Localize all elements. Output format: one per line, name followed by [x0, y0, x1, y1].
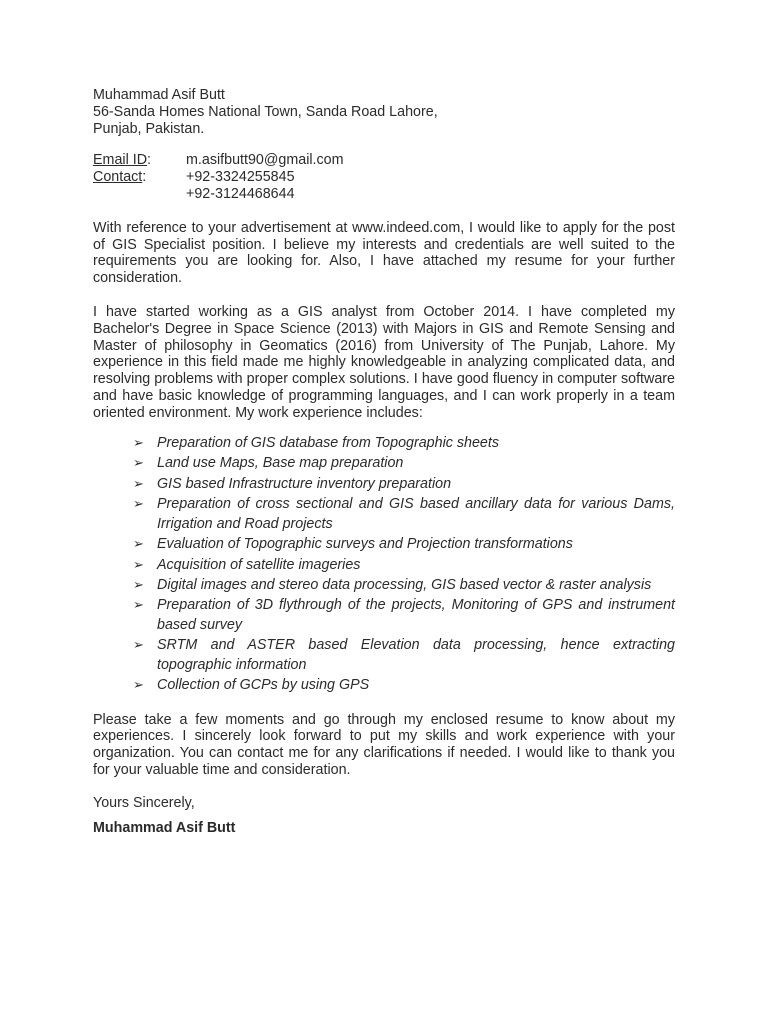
list-item-text: Land use Maps, Base map preparation: [157, 455, 404, 472]
list-item: [133, 433, 675, 454]
list-item-text: Preparation of 3D flythrough of the projects, Monitoring of GPS and instrument based survey: [157, 597, 675, 634]
signature-name: Muhammad Asif Butt: [93, 819, 236, 836]
experience-paragraph: I have started working as a GIS analyst from October 2014. I have completed my Bachelor's Degree in Space Science (2013) with Majors in GIS and Remote Sensing and Master of philosophy in Geomatics (2016) from University of The Punjab, Lahore. My experience in this field made me highly knowledgeable in analyzing complicated data, and resolving problems with proper complex solutions. I have good fluency in computer software and have basic knowledge of programming languages, and I can work properly in a team oriented environment. My work experience includes:: [93, 303, 675, 421]
email-value-wrap: [186, 152, 344, 169]
sender-name: Muhammad Asif Butt: [93, 87, 225, 103]
list-item-text: Digital images and stereo data processing, GIS based vector & raster analysis: [157, 577, 652, 594]
email-row: [93, 152, 675, 169]
phone-row: [93, 169, 675, 203]
list-item: [133, 675, 675, 696]
email-label: Email ID: [93, 152, 148, 169]
email-label-wrap: [93, 152, 186, 169]
salutation: Yours Sincerely,: [93, 794, 195, 811]
list-item-text: Preparation of GIS database from Topographic sheets: [157, 434, 500, 451]
arrow-bullet-icon: ➢: [133, 556, 144, 572]
phone-values: [186, 169, 295, 203]
phone-number-2: +92-3124468644: [186, 185, 295, 202]
arrow-bullet-icon: ➢: [133, 434, 144, 450]
list-item: [133, 474, 675, 495]
sender-address-line-2: Punjab, Pakistan.: [93, 120, 205, 137]
list-item: [133, 555, 675, 576]
arrow-bullet-icon: ➢: [133, 536, 144, 552]
arrow-bullet-icon: ➢: [133, 475, 144, 491]
arrow-bullet-icon: ➢: [133, 597, 144, 613]
contact-label: Contact: [93, 169, 143, 186]
contact-block: [93, 152, 675, 202]
experience-list: [93, 433, 675, 696]
list-item: [133, 595, 675, 635]
list-item-text: SRTM and ASTER based Elevation data processing, hence extracting topographic information: [157, 637, 675, 674]
arrow-bullet-icon: ➢: [133, 455, 144, 471]
list-item: [133, 453, 675, 474]
list-item-text: GIS based Infrastructure inventory preparation: [157, 475, 452, 492]
sender-address-line-1: 56-Sanda Homes National Town, Sanda Road Lahore,: [93, 103, 438, 120]
contact-label-wrap: [93, 169, 186, 203]
phone-number-1: +92-3324255845: [186, 169, 295, 186]
contact-label-sep: :: [142, 169, 147, 186]
list-item-text: Acquisition of satellite imageries: [157, 556, 361, 573]
list-item-text: Evaluation of Topographic surveys and Projection transformations: [157, 536, 573, 553]
list-item-text: Preparation of cross sectional and GIS based ancillary data for various Dams, Irrigation and Road projects: [157, 496, 675, 533]
arrow-bullet-icon: ➢: [133, 577, 144, 593]
list-item: [133, 635, 675, 675]
cover-letter-page: [93, 87, 675, 836]
intro-paragraph: With reference to your advertisement at www.indeed.com, I would like to apply for the post of GIS Specialist position. I believe my interests and credentials are well suited to the requirements you are looking for. Also, I have attached my resume for your further consideration.: [93, 219, 675, 287]
list-item-text: Collection of GCPs by using GPS: [157, 677, 370, 694]
arrow-bullet-icon: ➢: [133, 637, 144, 653]
email-label-sep: :: [147, 152, 152, 169]
arrow-bullet-icon: ➢: [133, 677, 144, 693]
sender-address-block: [93, 87, 675, 137]
email-value: m.asifbutt90@gmail.com: [186, 152, 344, 169]
closing-paragraph: Please take a few moments and go through my enclosed resume to know about my experiences. I sincerely look forward to put my skills and work experience with your organization. You can contact me for any clarifications if needed. I would like to thank you for your valuable time and consideration.: [93, 711, 675, 778]
list-item: [133, 494, 675, 534]
list-item: [133, 534, 675, 555]
list-item: [133, 575, 675, 595]
arrow-bullet-icon: ➢: [133, 496, 144, 512]
